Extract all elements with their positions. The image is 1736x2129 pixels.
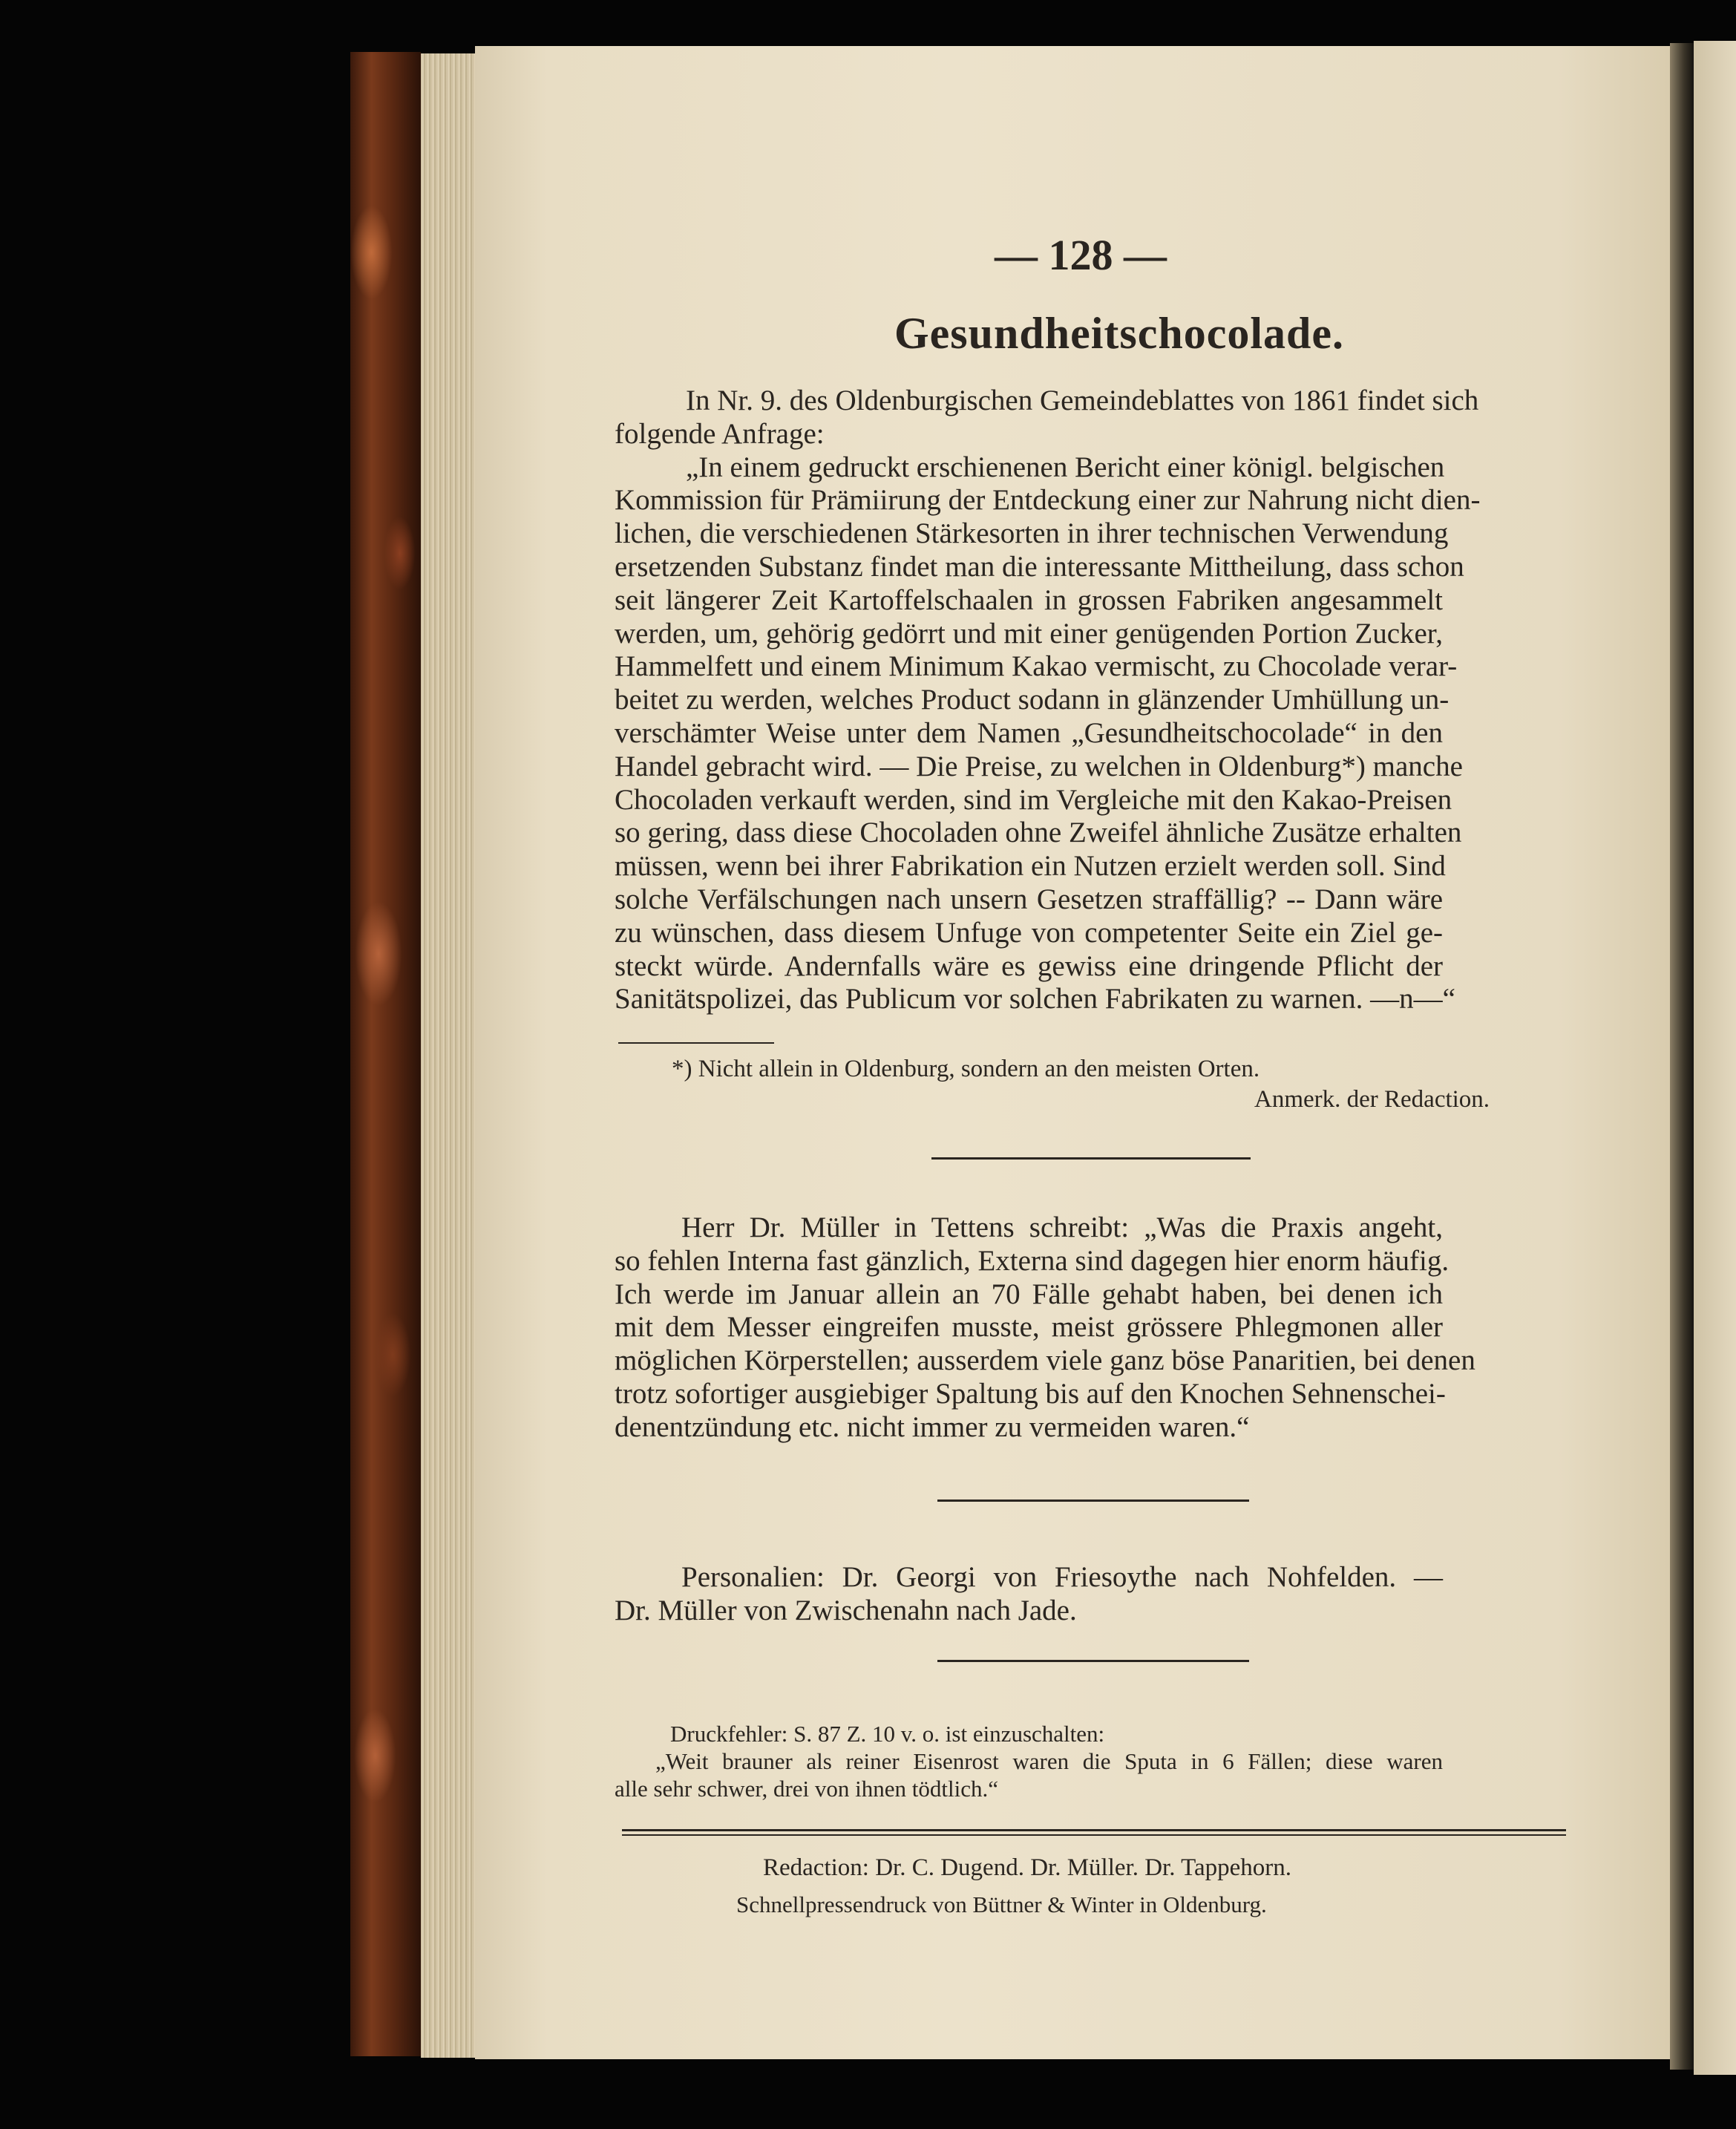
text-line: Herr Dr. Müller in Tettens schreibt: „Was die Praxis angeht, [681, 1211, 1443, 1243]
text-line: folgende Anfrage: [615, 417, 825, 450]
page-edges [421, 53, 480, 2058]
section-divider [937, 1500, 1249, 1502]
text-line: trotz sofortiger ausgiebiger Spaltung bis auf den Knochen Sehnenschei- [615, 1378, 1446, 1410]
text-line: Chocoladen verkauft werden, sind im Vergleiche mit den Kakao-Preisen [615, 783, 1452, 816]
editorial-credits: Redaction: Dr. C. Dugend. Dr. Müller. Dr. Tappehorn. [763, 1854, 1291, 1881]
text-line: mit dem Messer eingreifen musste, meist grössere Phlegmonen aller [615, 1311, 1443, 1344]
text-line: seit längerer Zeit Kartoffelschaalen in grossen Fabriken angesammelt [615, 583, 1443, 616]
text-line: müssen, wenn bei ihrer Fabrikation ein Nutzen erzielt werden soll. Sind [615, 850, 1446, 883]
text-line: verschämter Weise unter dem Namen „Gesundheitschocolade“ in den [615, 717, 1443, 749]
text-line: Druckfehler: S. 87 Z. 10 v. o. ist einzuschalten: [670, 1721, 1105, 1747]
text-line: möglichen Körperstellen; ausserdem viele ganz böse Panaritien, bei denen [615, 1344, 1475, 1377]
gutter-shadow [1670, 43, 1694, 2070]
text-line: denentzündung etc. nicht immer zu vermeiden waren.“ [615, 1410, 1250, 1443]
page-number: — 128 — [995, 231, 1167, 279]
facing-page-edge [1694, 41, 1736, 2075]
text-line: Handel gebracht wird. — Die Preise, zu welchen in Oldenburg*) manche [615, 750, 1463, 782]
text-line: lichen, die verschiedenen Stärkesorten in ihrer technischen Verwendung [615, 517, 1449, 550]
text-line: alle sehr schwer, drei von ihnen tödtlich.“ [615, 1776, 998, 1802]
imprint-rule [622, 1834, 1566, 1836]
text-line: ersetzenden Substanz findet man die interessante Mittheilung, dass schon [615, 551, 1464, 583]
text-line: In Nr. 9. des Oldenburgischen Gemeindeblattes von 1861 findet sich [686, 385, 1479, 416]
printer-credit: Schnellpressendruck von Büttner & Winter in Oldenburg. [736, 1891, 1267, 1917]
book-spine [350, 52, 421, 2056]
text-line: so fehlen Interna fast gänzlich, Externa sind dagegen hier enorm häufig. [615, 1244, 1450, 1277]
section-divider [937, 1660, 1249, 1662]
text-line: „In einem gedruckt erschienenen Bericht einer königl. belgischen [686, 451, 1445, 483]
text-line: solche Verfälschungen nach unsern Gesetzen straffällig? -- Dann wäre [615, 883, 1443, 915]
text-line: Hammelfett und einem Minimum Kakao vermischt, zu Chocolade verar- [615, 650, 1458, 683]
text-line: so gering, dass diese Chocoladen ohne Zweifel ähnliche Zusätze erhalten [615, 817, 1462, 849]
text-line: Sanitätspolizei, das Publicum vor solchen Fabrikaten zu warnen. —n—“ [615, 983, 1455, 1016]
text-line: Dr. Müller von Zwischenahn nach Jade. [615, 1594, 1077, 1626]
text-line: Personalien: Dr. Georgi von Friesoythe nach Nohfelden. — [681, 1561, 1443, 1593]
section-divider [931, 1157, 1251, 1160]
imprint-rule [622, 1829, 1566, 1831]
text-line: steckt würde. Andernfalls wäre es gewiss eine dringende Pflicht der [615, 949, 1443, 982]
text-line: werden, um, gehörig gedörrt und mit einer genügenden Portion Zucker, [615, 617, 1443, 650]
footnote: *) Nicht allein in Oldenburg, sondern an den meisten Orten. [672, 1056, 1260, 1082]
text-line: zu wünschen, dass diesem Unfuge von competenter Seite ein Ziel ge- [615, 916, 1443, 949]
text-line: „Weit brauner als reiner Eisenrost waren die Sputa in 6 Fällen; diese waren [655, 1748, 1443, 1774]
text-line: Ich werde im Januar allein an 70 Fälle gehabt haben, bei denen ich [615, 1278, 1443, 1310]
text-line: beitet zu werden, welches Product sodann in glänzender Umhüllung un- [615, 684, 1450, 716]
article-title: Gesundheitschocolade. [894, 309, 1345, 358]
text-line: Kommission für Prämiirung der Entdeckung einer zur Nahrung nicht dien- [615, 484, 1481, 517]
footnote-attribution: Anmerk. der Redaction. [1254, 1086, 1490, 1113]
footnote-rule [618, 1042, 774, 1044]
